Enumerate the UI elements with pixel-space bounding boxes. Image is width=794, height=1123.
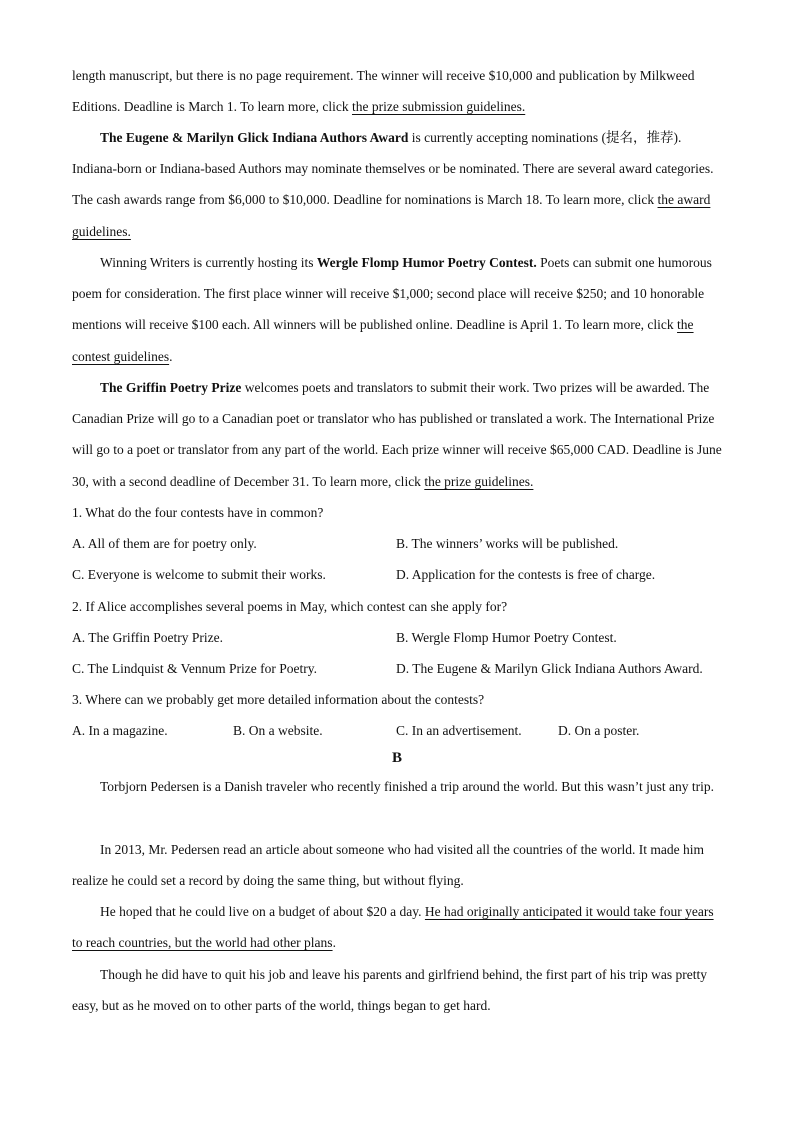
section-heading: B <box>391 750 402 766</box>
question-1-stem: 1. What do the four contests have in common? <box>72 505 324 520</box>
paragraph-pedersen-trip: Though he did have to quit his job and leave his parents and girlfriend behind, the first part of his trip was pretty easy, but as he moved on to other parts of the world, things began to get hard. <box>72 967 707 1014</box>
question-1-option-d: D. Application for the contests is free of charge. <box>396 567 656 582</box>
paragraph-end: . <box>169 348 173 364</box>
prize-submission-guidelines-link[interactable]: the prize submission guidelines. <box>351 99 526 115</box>
question-1-option-b: B. The winners’ works will be published. <box>396 536 619 551</box>
paragraph-griffin-prize <box>72 372 724 497</box>
paragraph-pedersen-2013: In 2013, Mr. Pedersen read an article about someone who had visited all the countries of the world. It made him realize he could set a record by doing the same thing, but without flying. <box>72 842 704 889</box>
paragraph-text: is currently accepting nominations (提名，推荐). Indiana-born or Indiana-based Authors may nominate themselves or be nominated. There are several award categories. The cash awards range from $6,000 to $10,000. Deadline for nominations is March 18. To learn more, click <box>72 130 714 208</box>
question-3-option-d: D. On a poster. <box>558 723 640 738</box>
paragraph-end: . <box>332 935 336 951</box>
prize-guidelines-link[interactable]: the prize guidelines. <box>424 473 534 489</box>
paragraph-glick-award <box>72 122 724 247</box>
paragraph-text: Poets can submit one humorous poem for consideration. The first place winner will receive $1,000; second place will receive $250; and 10 honorable mentions will receive $100 each. All winners will be published online. Deadline is April 1. To learn more, click <box>72 255 712 333</box>
paragraph-pedersen-intro: Torbjorn Pedersen is a Danish traveler who recently finished a trip around the world. But this wasn’t just any trip. <box>100 779 715 794</box>
question-1-option-c: C. Everyone is welcome to submit their works. <box>72 567 326 582</box>
glick-award-title: The Eugene & Marilyn Glick Indiana Authors Award <box>100 130 409 145</box>
wergle-flomp-title: Wergle Flomp Humor Poetry Contest. <box>316 255 537 270</box>
question-3-stem: 3. Where can we probably get more detailed information about the contests? <box>72 692 485 707</box>
award-guidelines-link[interactable]: the award guidelines. <box>72 192 711 239</box>
question-2-stem: 2. If Alice accomplishes several poems in May, which contest can she apply for? <box>72 599 508 614</box>
question-2-option-b: B. Wergle Flomp Humor Poetry Contest. <box>396 630 617 645</box>
griffin-prize-title: The Griffin Poetry Prize <box>100 380 242 395</box>
question-3-option-c: C. In an advertisement. <box>396 723 522 738</box>
question-2-option-a: A. The Griffin Poetry Prize. <box>72 630 223 645</box>
paragraph-wergle-flomp <box>72 247 724 372</box>
paragraph-text: He hoped that he could live on a budget of about $20 a day. <box>100 904 425 919</box>
question-1-option-a: A. All of them are for poetry only. <box>72 536 257 551</box>
paragraph-pedersen-budget <box>72 896 724 958</box>
paragraph-text: Winning Writers is currently hosting its <box>100 255 317 270</box>
contest-guidelines-link[interactable]: the contest guidelines <box>72 317 694 364</box>
paragraph-text: length manuscript, but there is no page requirement. The winner will receive $10,000 and publication by Milkweed Editions. Deadline is March 1. To learn more, click <box>72 68 695 115</box>
paragraph-text: welcomes poets and translators to submit their work. Two prizes will be awarded. The Canadian Prize will go to a Canadian poet or translator who has published or translated a work. The International Prize will go to a poet or translator from any part of the world. Each prize winner will receive $65,000 CAD. Deadline is June 30, with a second deadline of December 31. To learn more, click <box>72 380 722 489</box>
question-3-option-b: B. On a website. <box>233 723 323 738</box>
underlined-sentence: He had originally anticipated it would take four years to reach countries, but the world had other plans <box>72 904 714 951</box>
question-2-option-c: C. The Lindquist & Vennum Prize for Poetry. <box>72 661 317 676</box>
question-3-option-a: A. In a magazine. <box>72 723 168 738</box>
question-2-option-d: D. The Eugene & Marilyn Glick Indiana Authors Award. <box>396 661 703 676</box>
paragraph-milkweed-prize <box>72 60 724 122</box>
